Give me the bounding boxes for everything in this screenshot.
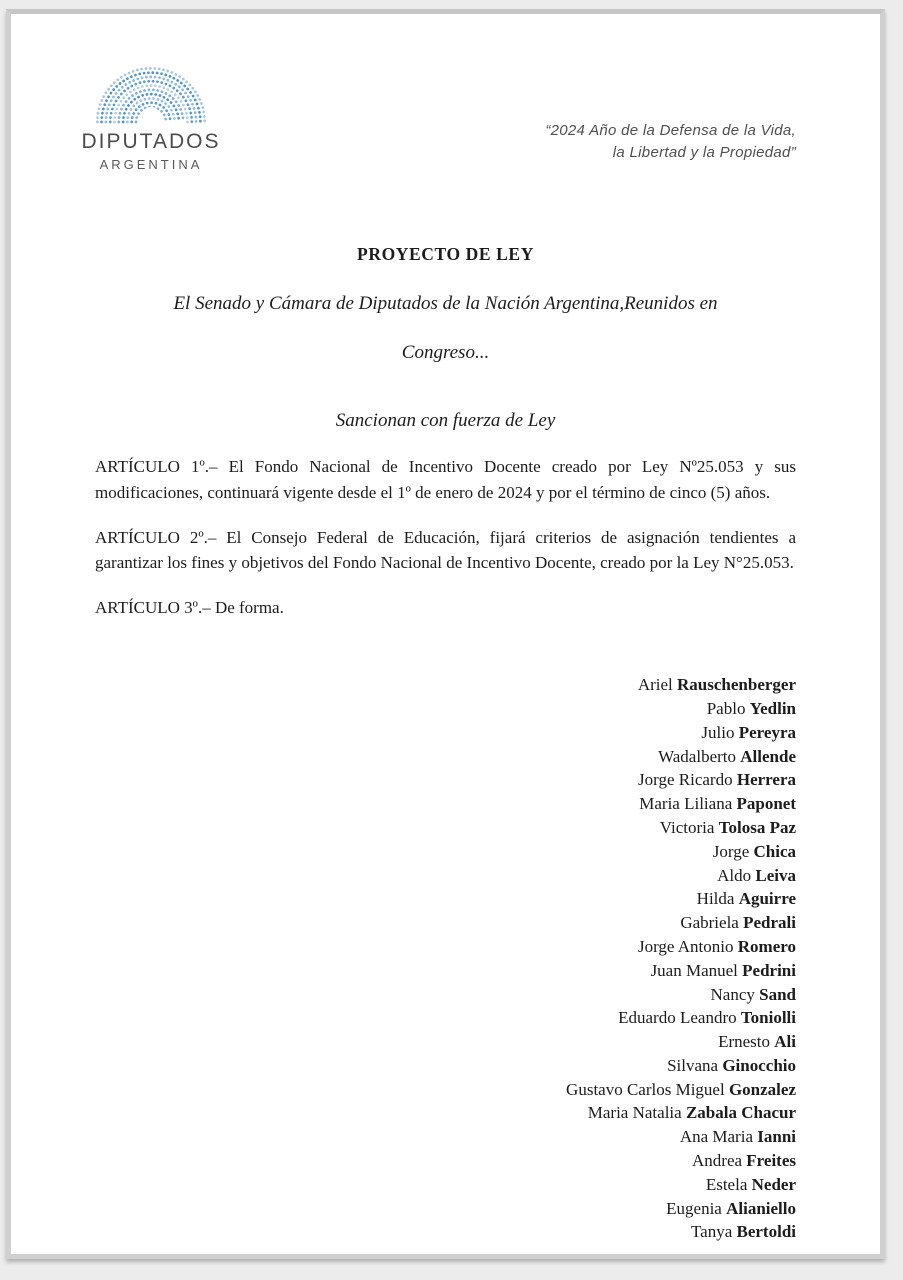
article-paragraph: ARTÍCULO 3º.– De forma. bbox=[95, 598, 284, 618]
signatory-given-name: Eduardo Leandro bbox=[618, 1008, 737, 1028]
signatory-surname: Ginocchio bbox=[722, 1055, 796, 1075]
signatory-row bbox=[95, 1054, 796, 1078]
signatory-row bbox=[95, 983, 796, 1007]
diputados-logo bbox=[81, 60, 221, 172]
signatory-surname: Pedrini bbox=[742, 960, 796, 980]
article-paragraph: ARTÍCULO 2º.– El Consejo Federal de Educación, fijará criterios de asignación tendientes a garantizar los fines y objetivos del Fondo Nacional de Incentivo Docente, creado por la Ley N°25.053. bbox=[95, 527, 796, 573]
enactment-line: Sancionan con fuerza de Ley bbox=[335, 410, 556, 431]
signatory-given-name: Estela bbox=[705, 1174, 748, 1194]
signatory-row bbox=[95, 840, 796, 864]
signatory-surname: Yedlin bbox=[749, 698, 796, 718]
signatory-surname: Allende bbox=[740, 746, 796, 766]
signatory-given-name: Jorge bbox=[712, 841, 750, 861]
signatory-row bbox=[95, 816, 796, 840]
signatory-row bbox=[95, 1220, 796, 1244]
signatory-given-name: Pablo bbox=[706, 698, 746, 718]
signatory-given-name: Maria Natalia bbox=[587, 1103, 682, 1123]
signatory-given-name: Victoria bbox=[659, 817, 715, 837]
signatory-surname: Ianni bbox=[757, 1127, 796, 1147]
signatory-given-name: Juan Manuel bbox=[650, 960, 738, 980]
signatory-given-name: Eugenia bbox=[666, 1198, 722, 1218]
signatory-given-name: Jorge Antonio bbox=[637, 936, 734, 956]
signatory-row bbox=[95, 864, 796, 888]
article-paragraph: ARTÍCULO 1º.– El Fondo Nacional de Incentivo Docente creado por Ley Nº25.053 y sus modificaciones, continuará vigente desde el 1º de enero de 2024 y por el término de cinco (5) años. bbox=[95, 457, 796, 502]
signatory-given-name: Gabriela bbox=[680, 913, 739, 933]
signatory-given-name: Ariel bbox=[637, 675, 673, 695]
signatory-given-name: Maria Liliana bbox=[639, 794, 733, 814]
signatory-row bbox=[95, 911, 796, 935]
page-header bbox=[81, 60, 796, 172]
signatory-row bbox=[95, 1125, 796, 1149]
signatory-given-name: Wadalberto bbox=[658, 746, 737, 766]
signatory-surname: Toniolli bbox=[740, 1008, 796, 1028]
preamble-line-1: El Senado y Cámara de Diputados de la Nación Argentina,Reunidos en bbox=[173, 293, 718, 314]
signatory-surname: Sand bbox=[759, 984, 796, 1004]
signatory-surname: Gonzalez bbox=[728, 1079, 796, 1099]
signatory-row bbox=[95, 959, 796, 983]
motto-line-1: “2024 Año de la Defensa de la Vida, bbox=[545, 122, 796, 139]
signatory-surname: Tolosa Paz bbox=[718, 817, 796, 837]
signatory-given-name: Tanya bbox=[690, 1222, 733, 1242]
signatory-row bbox=[95, 673, 796, 697]
signatory-given-name: Silvana bbox=[667, 1055, 719, 1075]
signatory-row bbox=[95, 1030, 796, 1054]
signatory-row bbox=[95, 1101, 796, 1125]
signatory-row bbox=[95, 721, 796, 745]
signatory-row bbox=[95, 745, 796, 769]
signatory-given-name: Julio bbox=[701, 722, 735, 742]
signatory-given-name: Gustavo Carlos Miguel bbox=[566, 1079, 725, 1099]
signatory-surname: Paponet bbox=[736, 794, 796, 814]
signatory-surname: Rauschenberger bbox=[677, 675, 796, 695]
signatory-given-name: Nancy bbox=[710, 984, 755, 1004]
logo-title: DIPUTADOS bbox=[81, 130, 221, 153]
preamble-line-2: Congreso... bbox=[401, 342, 490, 363]
signatory-surname: Ali bbox=[774, 1032, 796, 1052]
year-motto bbox=[545, 120, 796, 164]
signatory-row bbox=[95, 935, 796, 959]
signatory-surname: Chica bbox=[753, 841, 796, 861]
signatory-surname: Aguirre bbox=[738, 889, 796, 909]
signatory-surname: Alianiello bbox=[726, 1198, 796, 1218]
hemicycle-logo-icon bbox=[81, 60, 221, 128]
signatory-row bbox=[95, 768, 796, 792]
signatory-surname: Bertoldi bbox=[736, 1222, 796, 1242]
signatory-surname: Leiva bbox=[755, 865, 796, 885]
signatory-row bbox=[95, 1173, 796, 1197]
signatory-row bbox=[95, 697, 796, 721]
signatory-row bbox=[95, 1197, 796, 1221]
signatory-surname: Zabala Chacur bbox=[685, 1103, 796, 1123]
signatory-surname: Herrera bbox=[736, 770, 796, 790]
document-title: PROYECTO DE LEY bbox=[357, 244, 534, 264]
signatory-given-name: Ernesto bbox=[718, 1032, 771, 1052]
signatory-surname: Pereyra bbox=[738, 722, 796, 742]
signatories-list bbox=[95, 673, 796, 1244]
signatory-row bbox=[95, 1006, 796, 1030]
signatory-given-name: Hilda bbox=[696, 889, 735, 909]
logo-subtitle: ARGENTINA bbox=[99, 157, 203, 172]
signatory-given-name: Andrea bbox=[692, 1151, 743, 1171]
signatory-given-name: Aldo bbox=[717, 865, 752, 885]
motto-line-2: la Libertad y la Propiedad” bbox=[612, 143, 796, 161]
signatory-given-name: Ana Maria bbox=[679, 1127, 753, 1147]
signatory-row bbox=[95, 1149, 796, 1173]
signatory-surname: Freites bbox=[746, 1151, 796, 1171]
signatory-surname: Pedrali bbox=[743, 913, 796, 933]
signatory-surname: Neder bbox=[751, 1174, 796, 1194]
signatory-row bbox=[95, 1078, 796, 1102]
signatory-surname: Romero bbox=[737, 936, 796, 956]
page-content bbox=[81, 14, 796, 1254]
signatory-row bbox=[95, 792, 796, 816]
signatory-row bbox=[95, 887, 796, 911]
signatory-given-name: Jorge Ricardo bbox=[638, 770, 733, 790]
articles-section bbox=[95, 454, 796, 621]
document-page bbox=[6, 9, 885, 1259]
